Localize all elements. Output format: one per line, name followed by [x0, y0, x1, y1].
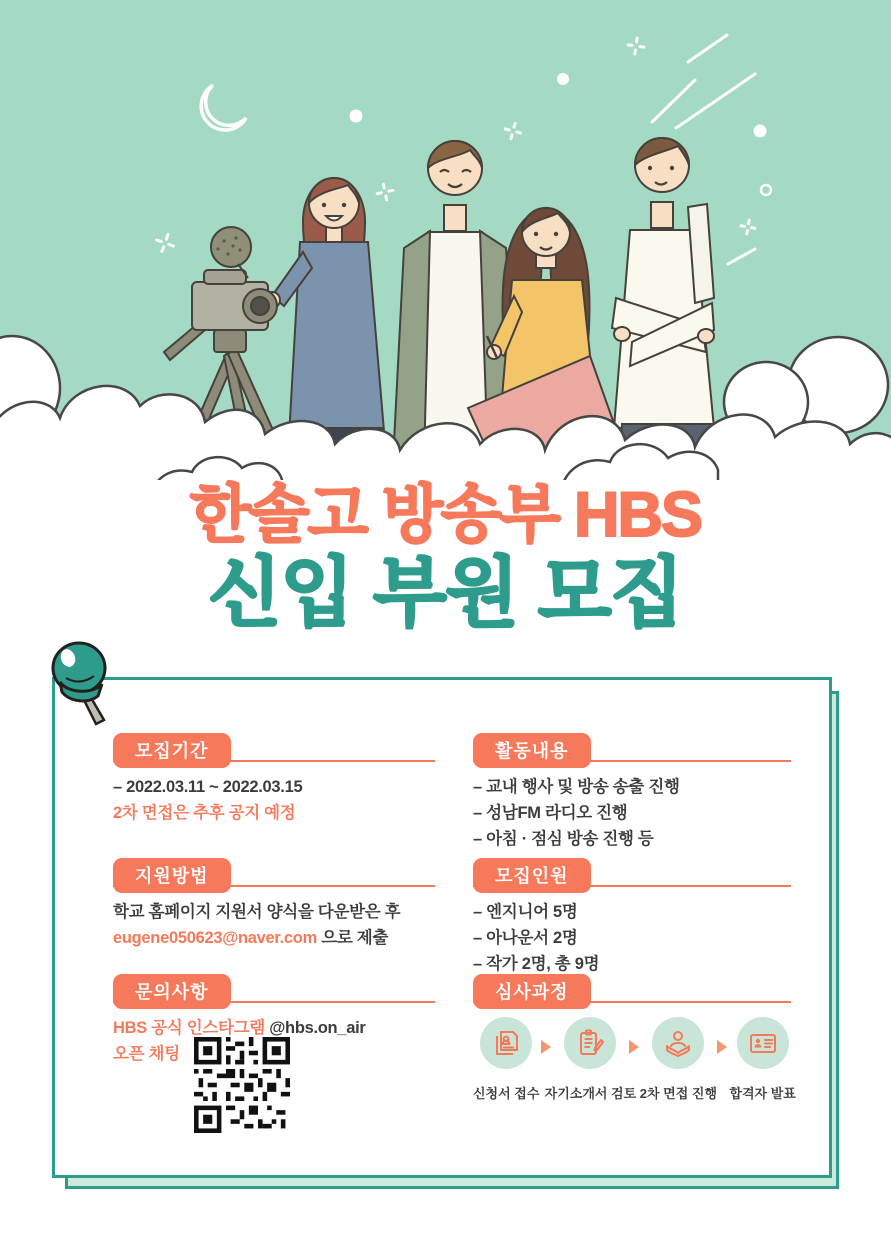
- headcount-item: – 작가 2명, 총 9명: [473, 955, 600, 973]
- activity-item: – 성남FM 라디오 진행: [473, 804, 628, 822]
- headcount-item: – 아나운서 2명: [473, 929, 578, 947]
- arrow-right-icon: [629, 1040, 639, 1054]
- clipboard-pencil-icon: [575, 1028, 605, 1058]
- section-header: [473, 973, 791, 1003]
- info-card: [52, 677, 832, 1178]
- step-name: 합격자 발표: [729, 1086, 796, 1101]
- title-block: [0, 480, 891, 637]
- activity-item: – 아침 · 점심 방송 진행 등: [473, 830, 654, 848]
- activity-item: – 교내 행사 및 방송 송출 진행: [473, 778, 680, 796]
- process-step: [544, 1017, 637, 1102]
- section-label: 활동내용: [473, 733, 591, 768]
- section-label: 지원방법: [113, 858, 231, 893]
- process-step: [729, 1017, 795, 1102]
- section-header: [473, 857, 791, 887]
- section-activities: [473, 732, 791, 857]
- section-label: 문의사항: [113, 974, 231, 1009]
- instagram-label: HBS 공식 인스타그램: [113, 1019, 270, 1037]
- section-label: 심사과정: [473, 974, 591, 1009]
- arrow-right-icon: [541, 1040, 551, 1054]
- apply-instruction: 학교 홈페이지 지원서 양식을 다운받은 후: [113, 903, 401, 921]
- step-name: 2차 면접 진행: [639, 1086, 718, 1101]
- section-label: 모집기간: [113, 733, 231, 768]
- id-badge-icon: [748, 1028, 778, 1058]
- fuzzy-microphone: [211, 227, 251, 267]
- email-suffix: 으로 제출: [316, 929, 389, 947]
- openchat-label: 오픈 채팅: [113, 1045, 180, 1063]
- application-doc-icon: [491, 1028, 521, 1058]
- process-step: [639, 1017, 718, 1102]
- pushpin-icon: [46, 634, 124, 734]
- step-circle: [737, 1017, 789, 1069]
- process-step: [473, 1017, 539, 1102]
- section-header: [113, 732, 435, 762]
- section-how-to-apply: [113, 857, 435, 973]
- period-note: 2차 면접은 추후 공지 예정: [113, 804, 296, 822]
- interview-person-icon: [663, 1028, 693, 1058]
- email-address: eugene050623@naver.com: [113, 929, 317, 947]
- hero-illustration: [0, 0, 891, 480]
- section-process: [473, 973, 796, 1133]
- step-circle: [652, 1017, 704, 1069]
- poster-title: 한솔고 방송부 HBS: [189, 480, 702, 550]
- section-header: [473, 732, 791, 762]
- instagram-handle: @hbs.on_air: [269, 1019, 366, 1037]
- apply-email-line: [113, 925, 435, 951]
- section-contact: [113, 973, 435, 1133]
- step-circle: [480, 1017, 532, 1069]
- process-steps: [473, 1017, 796, 1102]
- arrow-right-icon: [717, 1040, 727, 1054]
- section-header: [113, 973, 435, 1003]
- section-headcount: [473, 857, 791, 973]
- dot-icon: [754, 125, 767, 138]
- dot-icon: [557, 73, 569, 85]
- step-name: 신청서 접수: [473, 1086, 540, 1101]
- step-name: 자기소개서 검토: [544, 1086, 637, 1101]
- dot-icon: [350, 110, 363, 123]
- poster-subtitle: 신입 부원 모집: [208, 551, 683, 637]
- section-recruitment-period: [113, 732, 435, 857]
- headcount-item: – 엔지니어 5명: [473, 903, 578, 921]
- qr-code: [194, 1037, 290, 1133]
- period-dates: – 2022.03.11 ~ 2022.03.15: [113, 778, 303, 796]
- step-circle: [564, 1017, 616, 1069]
- section-label: 모집인원: [473, 858, 591, 893]
- section-header: [113, 857, 435, 887]
